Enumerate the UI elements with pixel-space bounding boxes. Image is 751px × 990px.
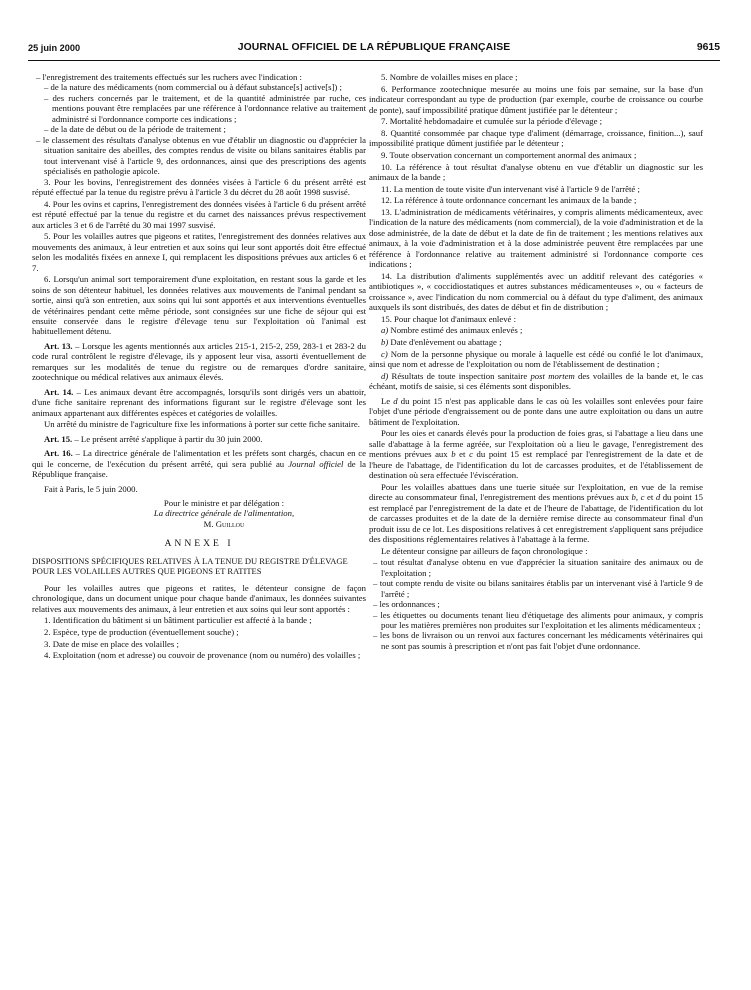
paragraph: Le détenteur consigne par ailleurs de façon chronologique :: [381, 545, 588, 556]
list-item: 10. La référence à tout résultat d'analyse obtenu en vue d'établir un diagnostic sur les animaux de la bande ;: [369, 161, 703, 183]
paragraph: Un arrêté du ministre de l'agriculture fixe les informations à porter sur cette fiche sanitaire.: [44, 419, 360, 430]
text-run: Le: [381, 395, 394, 406]
date-line: Fait à Paris, le 5 juin 2000.: [44, 483, 138, 494]
paragraph: 4. Pour les ovins et caprins, l'enregistrement des données visées à l'article 6 du présent arrêté est réputé effectué par la tenue du registre et du carnet des naissances prévus respectivement aux articles 3 et 6 de l'arrêté du 30 mai 1997 susvisé.: [32, 198, 366, 230]
list-item: 2. Espèce, type de production (éventuellement souche) ;: [44, 626, 239, 637]
article-label: Art. 13.: [44, 340, 73, 351]
paragraph: 3. Pour les bovins, l'enregistrement des données visées à l'article 6 du présent arrêté est réputé effectué par la tenue du registre prévu à l'article 3 du décret du 28 août 1998 susvisé.: [32, 176, 366, 197]
letter-ref: c: [640, 492, 645, 503]
article-14: [32, 387, 366, 418]
list-item: 6. Performance zootechnique mesurée au moins une fois par semaine, sur la base d'un indicateur correspondant au type de production (par exemple, courbe de croissance ou courbe de ponte), sauf impossibilité pratique dûment justifiée par le détenteur ;: [369, 83, 703, 115]
page-header: [28, 40, 720, 61]
journal-reference: Journal officiel: [288, 458, 344, 469]
list-item: – le classement des résultats d'analyse obtenus en vue d'établir un diagnostic ou d'apprécier la situation sanitaire des abeilles, des comptes rendus de visite ou bilans sanitaires établis par tout intervenant visé à l'article 9, des ordonnances, ainsi que des prescriptions des agents spécialisés en pathologie apicole.: [36, 134, 366, 177]
latin-term: post mortem: [530, 370, 575, 381]
sub-item-text: Résultats de toute inspection sanitaire: [388, 370, 531, 381]
list-item: 8. Quantité consommée par chaque type d'aliment (démarrage, croissance, finition...), sauf impossibilité pratique dûment justifiée par le détenteur ;: [369, 127, 703, 149]
article-label: Art. 15.: [44, 433, 73, 444]
article-text: – Le présent arrêté s'applique à partir du 30 juin 2000.: [72, 433, 263, 444]
list-item: 7. Mortalité hebdomadaire et cumulée sur la période d'élevage ;: [381, 116, 603, 127]
list-item: 5. Nombre de volailles mises en place ;: [381, 72, 518, 82]
letter-ref: b: [451, 449, 456, 460]
right-column: [369, 72, 703, 651]
text-run: Pour les volailles abattues dans une tuerie située sur l'exploitation, en vue de la remise directe au consommateur final, l'enregistrement des mentions prévues aux: [369, 481, 703, 503]
letter-ref: d: [655, 492, 661, 503]
sub-item: [369, 337, 703, 347]
annex-title: ANNEXE I: [164, 538, 234, 550]
list-item: 3. Date de mise en place des volailles ;: [44, 638, 179, 649]
sub-item: [369, 325, 703, 335]
list-item: – les ordonnances ;: [373, 599, 440, 610]
list-item: – des ruchers concernés par le traitement, et de la quantité administrée par ruche, ces mentions pouvant être remplacées par une référence à l'ordonnance relative au traitement administré si l'ordonnance comporte ces indications ;: [44, 92, 366, 124]
text-run: du point 15 n'est pas applicable dans le cas où les volailles sont enlevées pour faire l'objet d'une période d'engraissement ou de ponte dans une autre exploitation ou dans un autre bâtiment de l'exploitation.: [369, 395, 703, 427]
list-item: – les étiquettes ou documents tenant lieu d'étiquetage des aliments pour animaux, y compris pour les matières premières non produites sur l'exploitation et les aliments médicamenteux ;: [373, 609, 703, 631]
letter-ref: c: [469, 449, 473, 460]
article-text: – Lorsque les agents mentionnés aux articles 215-1, 215-2, 259, 283-1 et 283-2 du code rural contrôlent le registre d'élevage, ils y apposent leur visa, assorti éventuellement de remarques sur les modalités de tenue du registre ou de remarques d'ordre sanitaire, zootechnique ou médical relatives aux animaux élevés.: [32, 340, 366, 383]
list-item: – de la date de début ou de la période de traitement ;: [44, 124, 226, 135]
list-item: 12. La référence à toute ordonnance concernant les animaux de la bande ;: [381, 195, 637, 206]
list-item: – tout compte rendu de visite ou bilans sanitaires établis par un intervenant visé à l'article 9 de l'arrêté ;: [373, 578, 703, 599]
article-text: – Les animaux devant être accompagnés, lorsqu'ils sont dirigés vers un abattoir, d'une fiche sanitaire reprenant des informations figurant sur le registre d'élevage sont les animaux appartenant aux différentes espèces et catégories de volailles.: [32, 386, 366, 418]
paragraph: [369, 428, 703, 480]
page-number: 9615: [696, 42, 720, 53]
sub-item-letter: d): [381, 370, 389, 381]
article-label: Art. 14.: [44, 386, 74, 397]
sub-item-text: des volailles de la bande et, le cas échéant, motifs de saisie, si ces éléments sont disponibles.: [369, 370, 703, 392]
text-run: ,: [635, 492, 641, 503]
sub-item: [369, 349, 703, 370]
list-item: 15. Pour chaque lot d'animaux enlevé :: [381, 313, 516, 324]
list-item: 14. La distribution d'aliments supplémentés avec un additif relevant des catégories « antibiotiques », « coccidiostatiques et autres substances médicamenteuses », ou « facteurs de croissance », avec l'indication du nom commercial ou à défaut du type d'aliment, des animaux auxquels ils sont distribués, des dates de début et fin de distribution ;: [369, 270, 703, 313]
header-date: 25 juin 2000: [28, 43, 81, 53]
article-13: [32, 341, 366, 383]
text-run: et: [455, 449, 470, 460]
list-item: – les bons de livraison ou un renvoi aux factures concernant les médicaments vétérinaires qui ne sont pas soumis à prescription et n'ont pas fait l'objet d'une ordonnance.: [373, 630, 703, 651]
paragraph: Pour les volailles autres que pigeons et ratites, le détenteur consigne de façon chronologique, dans un document unique pour chaque bande d'animaux, les données suivantes relatives aux mouvements des animaux, à leur entretien et aux soins qui leur sont apportés :: [32, 582, 366, 614]
article-text: – La directrice générale de l'alimentation et les préfets sont chargés, chacun en ce qui le concerne, de l'exécution du présent arrêté, qui sera publié au: [32, 448, 366, 469]
sub-item-letter: a): [381, 325, 389, 336]
article-text: de la République française.: [32, 458, 366, 480]
letter-ref: d: [393, 395, 398, 406]
sub-item-letter: b): [381, 337, 389, 348]
paragraph: 6. Lorsqu'un animal sort temporairement d'une exploitation, en restant sous la garde et les soins de son détenteur habituel, les données relatives aux mouvements de l'animal pendant sa sortie, ainsi qu'à son entretien, aux soins qui lui sont apportés et aux interventions éventuelles de vétérinaires pendant cette même période, sont consignées sur une fiche de séjour qui est ensuite conservée dans le registre d'élevage tenu sur l'exploitation où l'animal est habituellement détenu.: [32, 274, 366, 337]
article-15: [32, 434, 366, 444]
sub-item-letter: c): [381, 348, 388, 359]
signature-line: Pour le ministre et par délégation :: [163, 497, 285, 508]
signature-title: La directrice générale de l'alimentation,: [153, 508, 295, 519]
paragraph: [369, 396, 703, 427]
sub-item: [369, 371, 703, 392]
sub-item-text: Nombre estimé des animaux enlevés ;: [388, 325, 523, 336]
left-column: [32, 72, 366, 662]
letter-ref: b: [631, 492, 636, 503]
sub-item-text: Date d'enlèvement ou abattage ;: [388, 337, 502, 348]
list-item: 9. Toute observation concernant un comportement anormal des animaux ;: [381, 149, 637, 160]
text-run: et: [644, 492, 656, 503]
text-run: Pour les oies et canards élevés pour la production de foies gras, si l'abattage a lieu dans une salle d'abattage à la ferme agréée, sur l'exploitation où a lieu le gavage, l'enregistrement des mentions prévues aux: [369, 428, 703, 460]
list-item: – l'enregistrement des traitements effectués sur les ruchers avec l'indication :: [36, 72, 302, 82]
annex-heading: DISPOSITIONS SPÉCIFIQUES RELATIVES À LA TENUE DU REGISTRE D'ÉLEVAGE POUR LES VOLAILLES AUTRES QUE PIGEONS ET RATITES: [32, 555, 348, 576]
signatory-name: M. Guillou: [203, 518, 245, 529]
text-run: du point 15 est remplacé par l'enregistrement de la date et de l'heure de l'abattage, de l'identification du lot de carcasses produites et de la date de la dernière remise directe au consommateur final d'un produit issu de ce lot. Les dispositions relatives à cet enregistrement s'appliquent sans préjudice des dispositions réglementaires relatives à l'abattage à la ferme.: [369, 492, 704, 545]
list-item: – de la nature des médicaments (nom commercial ou à défaut substance[s] active[s]) ;: [44, 82, 342, 93]
article-16: [32, 448, 366, 479]
sub-item-text: Nom de la personne physique ou morale à laquelle est cédé ou confié le lot d'animaux, ainsi que nom et adresse de l'exploitation ou nom de l'établissement de destination ;: [369, 348, 703, 370]
journal-title: JOURNAL OFFICIEL DE LA RÉPUBLIQUE FRANÇAISE: [237, 42, 511, 53]
article-label: Art. 16.: [44, 448, 73, 459]
list-item: 13. L'administration de médicaments vétérinaires, y compris aliments médicamenteux, avec l'indication de la nature des médicaments (nom commercial), de la voie d'administration et de la dose administrée, de la date de début et la date de fin de traitement ; les mentions relatives aux animaux, à la voie d'administration et à la dose administrée peuvent être remplacées par une référence à l'ordonnance relative au traitement administré si l'ordonnance comporte ces indications ;: [369, 206, 703, 270]
list-item: 1. Identification du bâtiment si un bâtiment particulier est affecté à la bande ;: [44, 615, 312, 626]
paragraph: 5. Pour les volailles autres que pigeons et ratites, l'enregistrement des données relatives aux mouvements des animaux, à leur entretien et aux soins qui leur sont apportés doit être effectué selon les modalités fixées en annexe I, qui remplacent les dispositions prévues aux articles 6 et 7.: [32, 231, 366, 273]
list-item: 4. Exploitation (nom et adresse) ou couvoir de provenance (nom ou numéro) des volailles ;: [44, 650, 361, 661]
paragraph: [369, 482, 703, 545]
list-item: 11. La mention de toute visite d'un intervenant visé à l'article 9 de l'arrêté ;: [381, 183, 640, 194]
list-item: – tout résultat d'analyse obtenu en vue d'apprécier la situation sanitaire des animaux ou de l'exploitation ;: [373, 557, 703, 578]
text-run: du point 15 est remplacé par l'enregistrement de la date et de l'heure de l'abattage, de l'identification du lot de carcasses produites, et de l'établissement de destination où sera effectuée l'éviscération.: [369, 449, 703, 481]
